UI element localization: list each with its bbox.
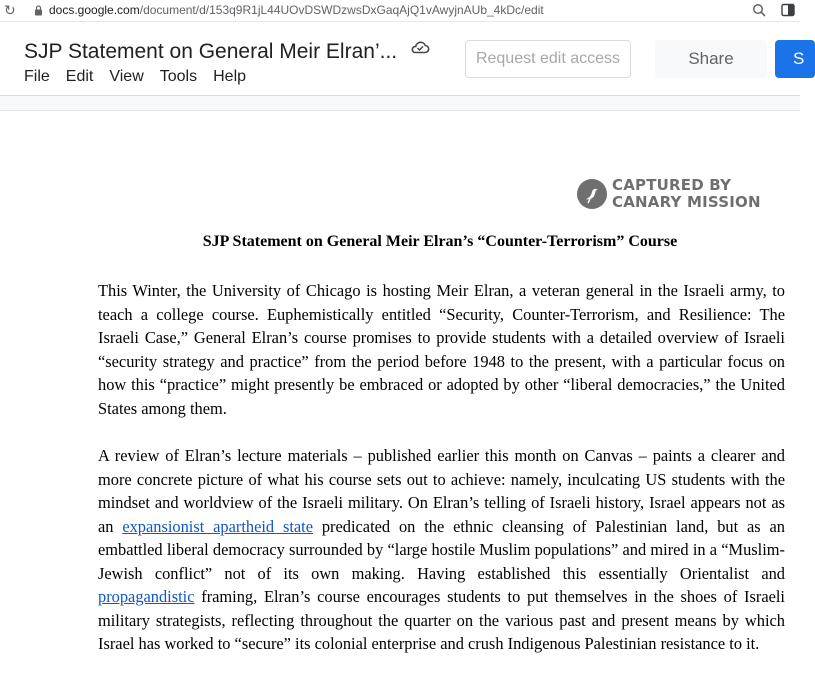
url-field[interactable]: docs.google.com/document/d/153q9R1jL44UOvDSWDzwsDxGaqAjQ1vAwyjnAUb_4kDc/edit [49, 3, 544, 17]
side-panel-icon[interactable] [781, 3, 795, 17]
menu-bar [24, 68, 262, 86]
lock-icon[interactable] [34, 5, 43, 16]
menu-edit[interactable]: Edit [65, 68, 94, 85]
expansionist-apartheid-state-link[interactable]: expansionist apartheid state [122, 516, 313, 536]
paragraph-1: This Winter, the University of Chicago is hosting Meir Elran, a veteran general in the Israeli army, to teach a college course. Euphemistically entitled “Security, Counter-Terrorism, and Resilience: The Israeli Case,” General Elran’s course promises to provide students with a detailed overview of Israeli “security strategy and practice” from the period before 1948 to the present, with a particular focus on how this “practice” might presently be embraced or adopted by other “liberal democracies,” the United States among them. [98, 281, 785, 418]
paragraph-2-text-1: A review of Elran’s lecture materials – published earlier this month on Canvas – paints a clearer and more concrete picture of what his course sets out to achieve: namely, inculcating US students with the mindset and worldview of the Israeli military. On Elran’s telling of Israeli history, Israel appears not as an [98, 446, 785, 536]
paragraph-2-text-2: predicated on the ethnic cleansing of Palestinian land, but as an embattled liberal democracy surrounded by “large hostile Muslim populations” and mired in a “Muslim-Jewish conflict” not of its own making. Having established this essentially Orientalist and [98, 516, 785, 583]
canary-mission-watermark [576, 177, 761, 211]
canary-logo-icon [576, 178, 608, 210]
zoom-icon[interactable] [752, 3, 766, 17]
sign-in-button[interactable]: S [775, 40, 815, 78]
propagandistic-link[interactable]: propagandistic [98, 587, 195, 606]
share-button[interactable]: Share [655, 40, 767, 78]
document-title[interactable]: SJP Statement on General Meir Elran’... [24, 40, 398, 63]
cloud-saved-icon[interactable] [410, 39, 430, 55]
document-heading: SJP Statement on General Meir Elran’s “Counter-Terrorism” Course [202, 233, 678, 250]
menu-help[interactable]: Help [213, 68, 247, 85]
document-canvas [0, 96, 800, 669]
address-bar [0, 0, 800, 22]
menu-file[interactable]: File [24, 68, 50, 85]
document-page [0, 110, 800, 683]
menu-tools[interactable]: Tools [159, 68, 198, 85]
paragraph-2-text-3: framing, Elran’s course encourages students to put themselves in the shoes of Israeli military strategists, reflecting throughout the quarter on the various past and present means by which Israel has worked to “secure” its colonial enterprise and crush Indigenous Palestinian resistance to it. [98, 587, 785, 653]
paragraph-2 [98, 444, 785, 656]
watermark-line-2: CANARY MISSION [612, 193, 761, 211]
request-edit-access-button[interactable]: Request edit access [465, 40, 631, 78]
docs-header [0, 22, 805, 96]
watermark-line-1: CAPTURED BY [612, 176, 732, 194]
reload-icon[interactable]: ↻ [4, 2, 16, 18]
menu-view[interactable]: View [109, 68, 144, 85]
